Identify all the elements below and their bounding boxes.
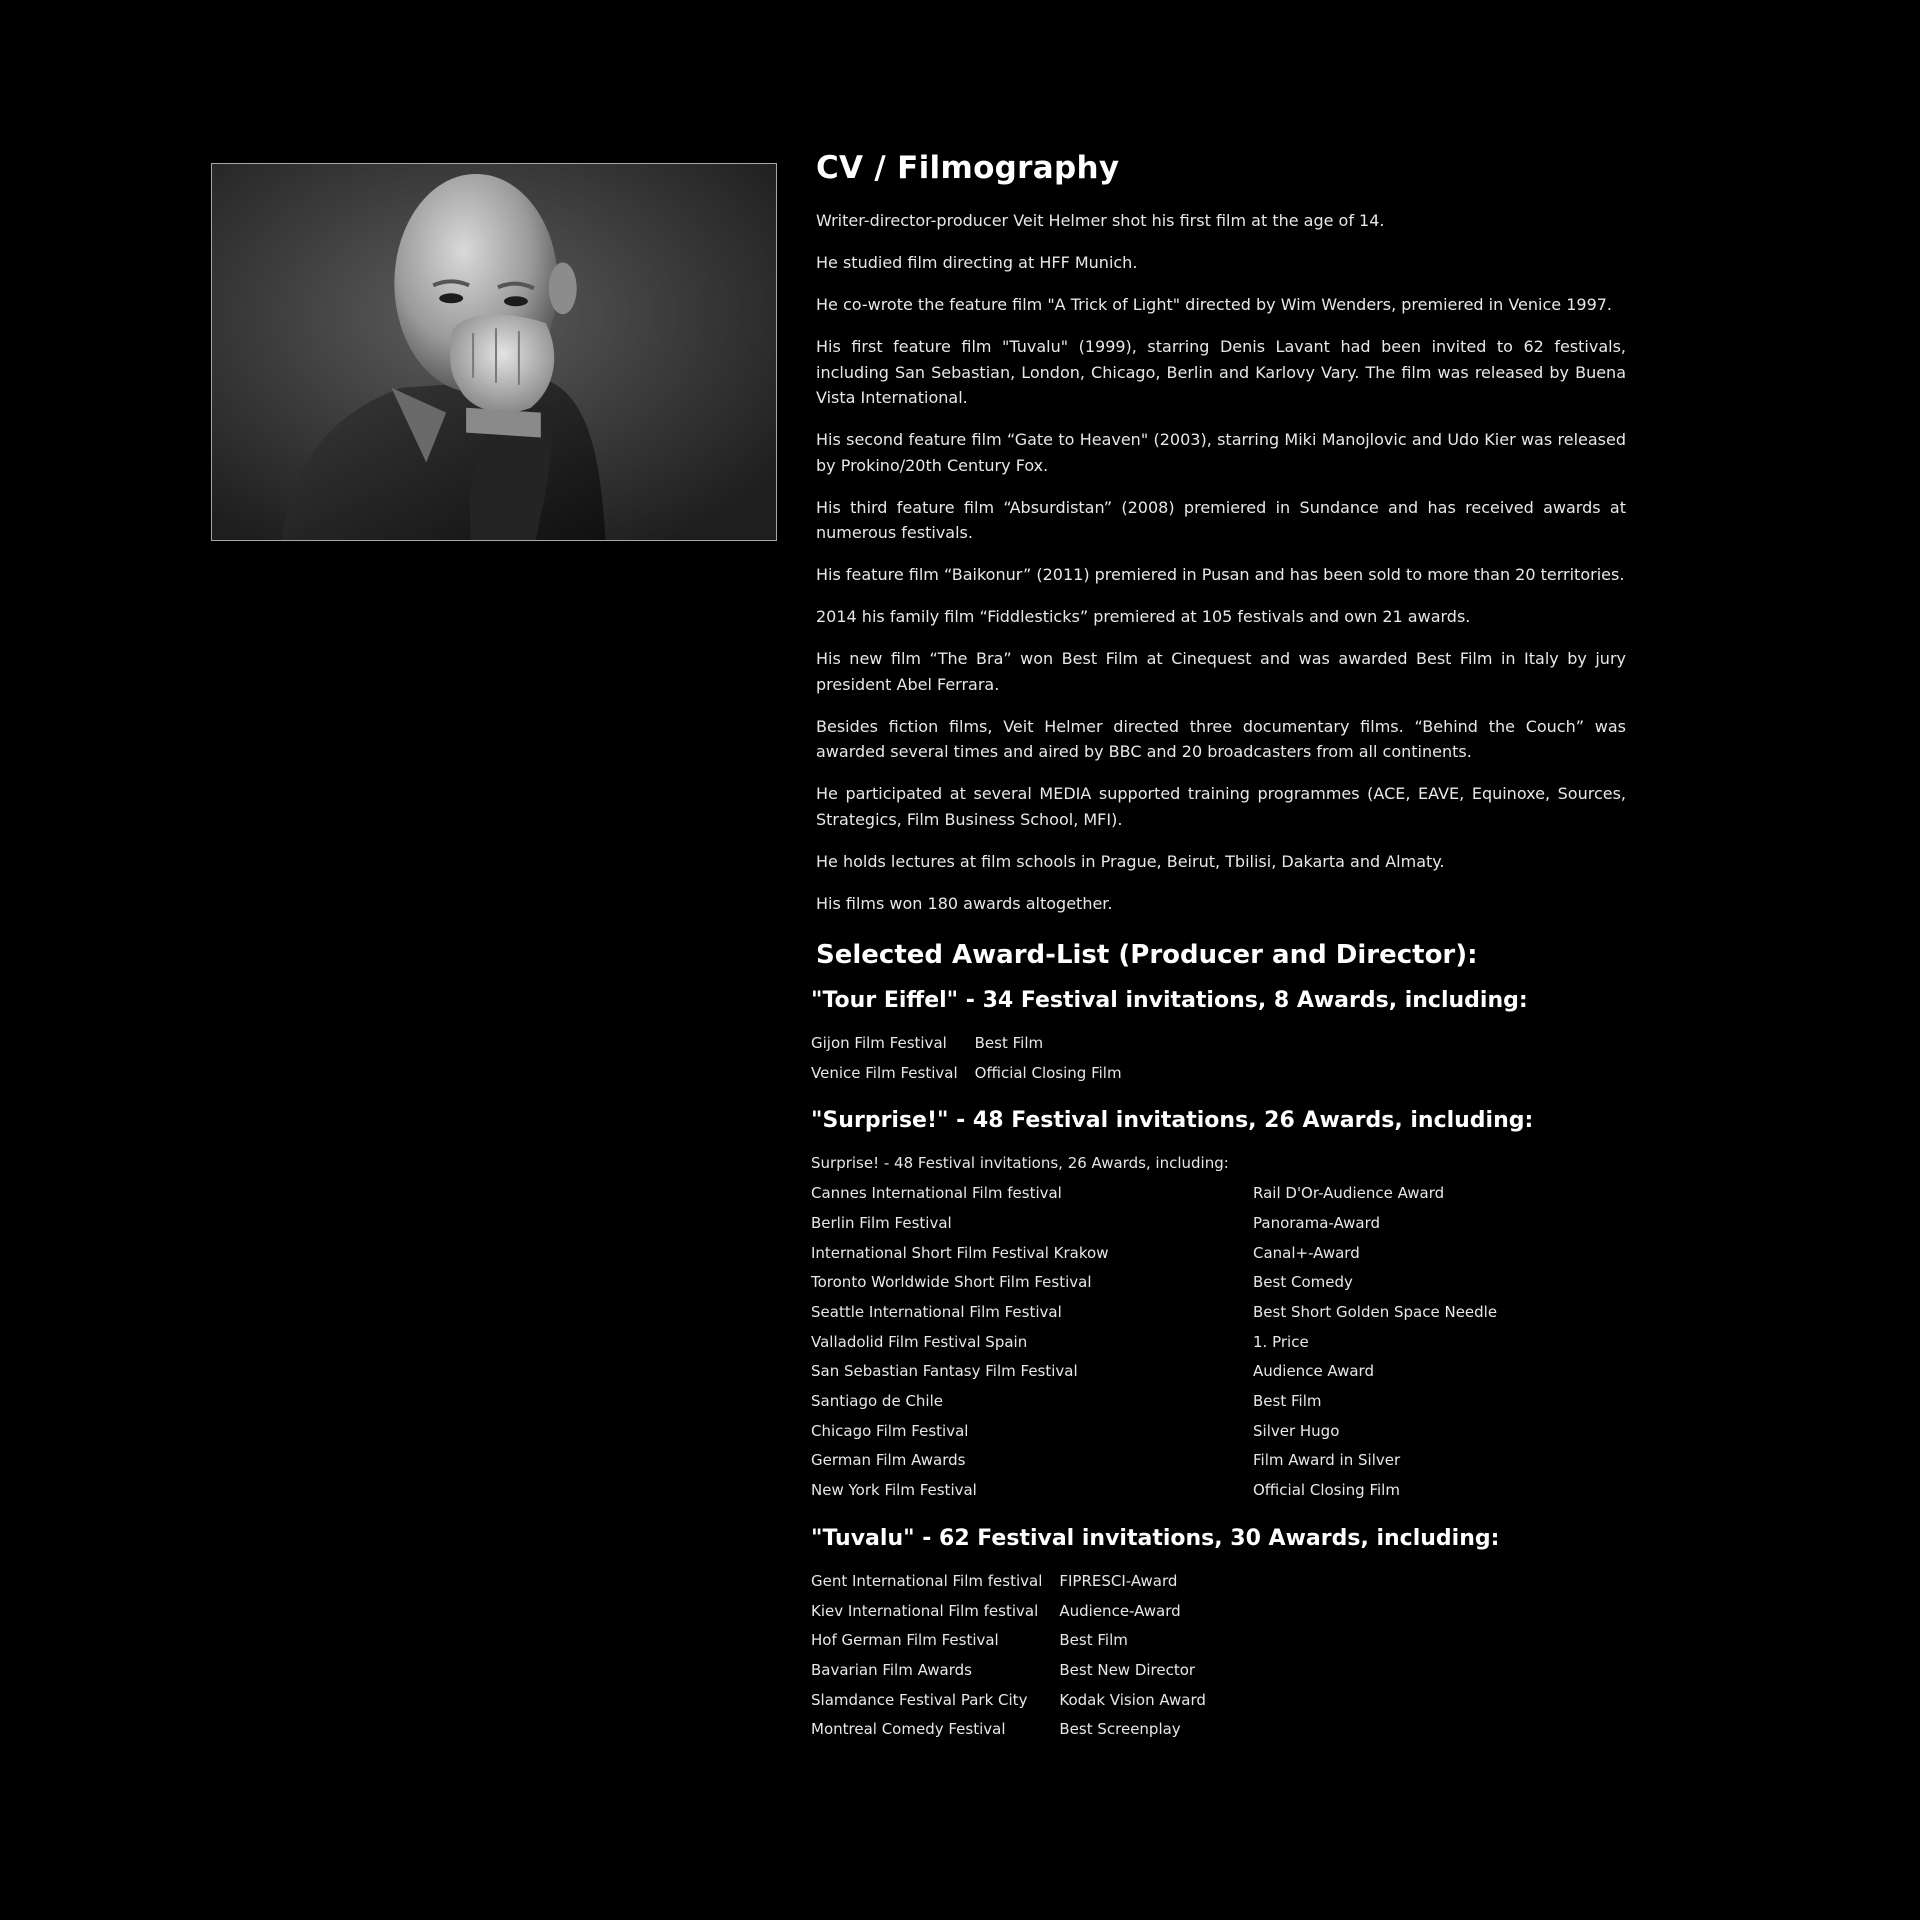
portrait-photo (211, 163, 777, 541)
award-name: Best Film (974, 1034, 1044, 1052)
film-award-block (811, 1567, 1626, 1745)
film-award-block (811, 1149, 1626, 1505)
award-row (811, 1626, 1206, 1656)
award-row (811, 1656, 1206, 1686)
award-name: Audience Award (1253, 1362, 1374, 1381)
award-row (811, 1597, 1206, 1627)
award-row (811, 1239, 1497, 1269)
award-name: Canal+-Award (1253, 1243, 1360, 1262)
award-name: Best Film (1253, 1392, 1322, 1411)
award-table (811, 1179, 1497, 1506)
award-row (811, 1268, 1497, 1298)
award-row (811, 1446, 1497, 1476)
award-name: Audience-Award (1059, 1601, 1181, 1620)
bio-paragraph: His new film “The Bra” won Best Film at Cinequest and was awarded Best Film in Italy by jury president Abel Ferrara. (816, 649, 1626, 694)
bio-paragraph: 2014 his family film “Fiddlesticks” premiered at 105 festivals and own 21 awards. (816, 607, 1471, 626)
main-content (811, 150, 1626, 1765)
award-row (811, 1328, 1497, 1358)
award-row (811, 1387, 1497, 1417)
award-name: Film Award in Silver (1253, 1451, 1401, 1470)
award-name: 1. Price (1253, 1332, 1309, 1351)
award-name: Best Comedy (1253, 1273, 1353, 1292)
award-row (811, 1029, 1122, 1059)
bio-paragraph: His films won 180 awards altogether. (816, 893, 1113, 913)
festival-name: German Film Awards (811, 1451, 966, 1470)
bio-paragraph: His first feature film "Tuvalu" (1999), starring Denis Lavant had been invited to 62 festivals, including San Sebastian, London, Chicago, Berlin and Karlovy Vary. The film was released by Buena Vista International. (816, 337, 1626, 407)
award-name: Official Closing Film (1253, 1481, 1400, 1500)
award-row (811, 1715, 1206, 1745)
bio-paragraph: Besides fiction films, Veit Helmer directed three documentary films. “Behind the Couch” was awarded several times and aired by BBC and 20 broadcasters from all continents. (816, 716, 1626, 761)
festival-name: Gijon Film Festival (811, 1034, 947, 1052)
award-row (811, 1179, 1497, 1209)
festival-name: Kiev International Film festival (811, 1601, 1039, 1620)
award-table (811, 1029, 1122, 1088)
award-name: FIPRESCI-Award (1059, 1571, 1178, 1590)
award-name: Silver Hugo (1253, 1421, 1340, 1440)
festival-name: Slamdance Festival Park City (811, 1690, 1028, 1709)
festival-name: Venice Film Festival (811, 1063, 958, 1082)
award-row (811, 1209, 1497, 1239)
bio-paragraph: Writer-director-producer Veit Helmer shot his first film at the age of 14. (816, 211, 1385, 230)
festival-name: Valladolid Film Festival Spain (811, 1332, 1028, 1351)
award-row (811, 1417, 1497, 1447)
award-name: Official Closing Film (974, 1063, 1122, 1082)
award-name: Best Screenplay (1059, 1720, 1181, 1739)
bio-paragraph: He holds lectures at film schools in Prague, Beirut, Tbilisi, Dakarta and Almaty. (816, 851, 1445, 871)
festival-name: San Sebastian Fantasy Film Festival (811, 1362, 1078, 1381)
bio-paragraph: He co-wrote the feature film "A Trick of Light" directed by Wim Wenders, premiered in Venice 1997. (816, 295, 1613, 314)
film-award-block (811, 1029, 1626, 1088)
award-row (811, 1059, 1122, 1089)
award-row (811, 1357, 1497, 1387)
page-title: CV / Filmography (816, 150, 1120, 186)
award-row (811, 1298, 1497, 1328)
festival-name: Montreal Comedy Festival (811, 1720, 1006, 1739)
award-name: Kodak Vision Award (1059, 1690, 1206, 1709)
festival-name: New York Film Festival (811, 1481, 977, 1500)
festival-name: Chicago Film Festival (811, 1421, 969, 1440)
awards-list-title: Selected Award-List (Producer and Director): (816, 940, 1478, 970)
film-award-intro: Surprise! - 48 Festival invitations, 26 Awards, including: (811, 1154, 1229, 1173)
bio-paragraph: He studied film directing at HFF Munich. (816, 253, 1138, 272)
film-award-heading: "Tour Eiffel" - 34 Festival invitations, 8 Awards, including: (811, 988, 1528, 1013)
award-table (811, 1567, 1206, 1745)
festival-name: Gent International Film festival (811, 1571, 1043, 1590)
award-name: Rail D'Or-Audience Award (1253, 1184, 1445, 1203)
bio-paragraph: His feature film “Baikonur” (2011) premiered in Pusan and has been sold to more than 20 territories. (816, 565, 1625, 584)
bio-paragraph: His third feature film “Absurdistan” (2008) premiered in Sundance and has received awards at numerous festivals. (816, 497, 1626, 542)
award-row (811, 1686, 1206, 1716)
award-name: Best Film (1059, 1631, 1128, 1650)
festival-name: International Short Film Festival Krakow (811, 1243, 1109, 1262)
festival-name: Hof German Film Festival (811, 1631, 999, 1650)
portrait-illustration (212, 164, 776, 540)
bio-paragraph: He participated at several MEDIA supported training programmes (ACE, EAVE, Equinoxe, Sources, Strategics, Film Business School, MFI). (816, 784, 1626, 829)
film-award-lists (811, 988, 1626, 1745)
festival-name: Seattle International Film Festival (811, 1302, 1062, 1321)
award-name: Best New Director (1059, 1660, 1196, 1679)
festival-name: Santiago de Chile (811, 1392, 943, 1411)
film-award-heading: "Surprise!" - 48 Festival invitations, 26 Awards, including: (811, 1108, 1534, 1134)
award-name: Best Short Golden Space Needle (1253, 1302, 1498, 1321)
bio-section (816, 208, 1626, 916)
festival-name: Bavarian Film Awards (811, 1660, 972, 1679)
film-award-heading: "Tuvalu" - 62 Festival invitations, 30 Awards, including: (811, 1525, 1500, 1551)
award-row (811, 1567, 1206, 1597)
bio-paragraph: His second feature film “Gate to Heaven" (2003), starring Miki Manojlovic and Udo Kier was released by Prokino/20th Century Fox. (816, 430, 1626, 475)
award-name: Panorama-Award (1253, 1213, 1381, 1232)
award-row (811, 1476, 1497, 1506)
festival-name: Cannes International Film festival (811, 1184, 1062, 1203)
festival-name: Toronto Worldwide Short Film Festival (811, 1273, 1092, 1292)
festival-name: Berlin Film Festival (811, 1213, 952, 1232)
